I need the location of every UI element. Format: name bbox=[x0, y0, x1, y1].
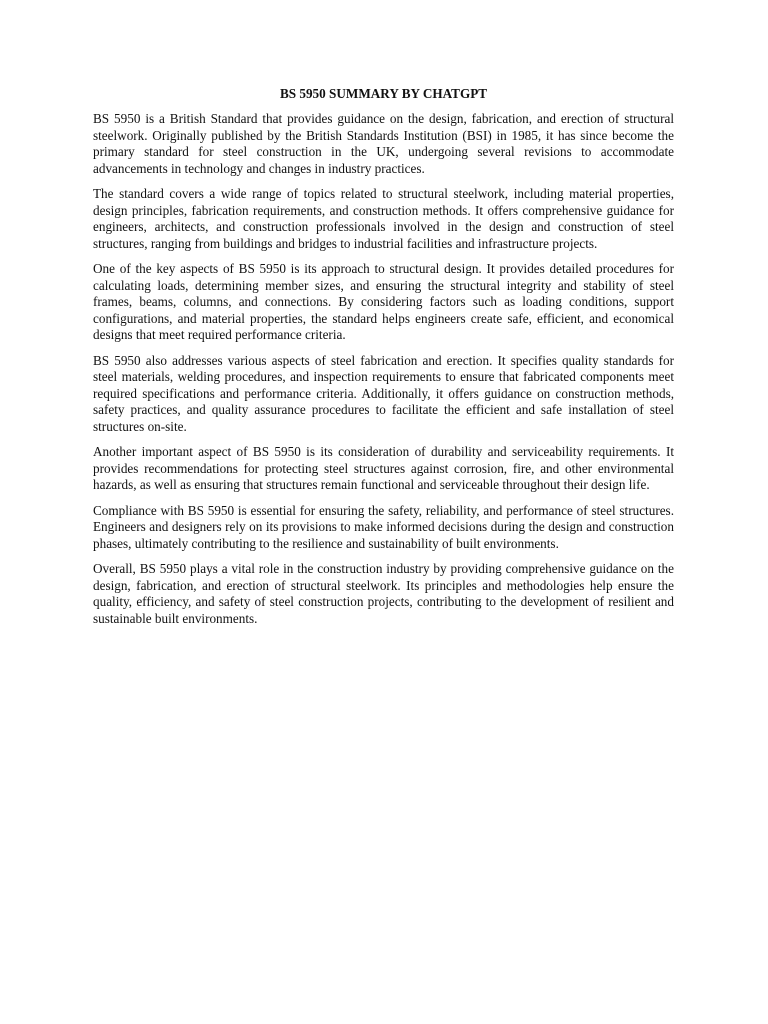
paragraph-fabrication-erection: BS 5950 also addresses various aspects of steel fabrication and erection. It specifies quality standards for steel materials, welding procedures, and inspection requirements to ensure that fabricated components meet required specifications and performance criteria. Additionally, it offers guidance on construction methods, safety practices, and quality assurance procedures to facilitate the efficient and safe installation of steel structures on-site. bbox=[93, 352, 674, 434]
paragraph-compliance: Compliance with BS 5950 is essential for ensuring the safety, reliability, and performance of steel structures. Engineers and designers rely on its provisions to make informed decisions during the design and construction phases, ultimately contributing to the resilience and sustainability of built environments. bbox=[93, 502, 674, 551]
paragraph-scope: The standard covers a wide range of topics related to structural steelwork, including material properties, design principles, fabrication requirements, and construction methods. It offers comprehensive guidance for engineers, architects, and construction professionals involved in the design and construction of steel structures, ranging from buildings and bridges to industrial facilities and infrastructure projects. bbox=[93, 186, 674, 251]
paragraph-introduction: BS 5950 is a British Standard that provides guidance on the design, fabrication, and erection of structural steelwork. Originally published by the British Standards Institution (BSI) in 1985, it has since become the primary standard for steel construction in the UK, undergoing several revisions to accommodate advancements in technology and changes in industry practices. bbox=[93, 111, 674, 176]
paragraph-structural-design: One of the key aspects of BS 5950 is its approach to structural design. It provides detailed procedures for calculating loads, determining member sizes, and ensuring the structural integrity and stability of steel frames, beams, columns, and connections. By considering factors such as loading conditions, support configurations, and material properties, the standard helps engineers create safe, efficient, and economical designs that meet required performance criteria. bbox=[93, 261, 674, 342]
paragraph-conclusion: Overall, BS 5950 plays a vital role in the construction industry by providing comprehensive guidance on the design, fabrication, and erection of structural steelwork. Its principles and methodologies help ensure the quality, efficiency, and safety of steel construction projects, contributing to the development of resilient and sustainable built environments. bbox=[93, 561, 674, 626]
document-title: BS 5950 SUMMARY BY CHATGPT bbox=[279, 86, 488, 101]
paragraph-durability: Another important aspect of BS 5950 is its consideration of durability and serviceability requirements. It provides recommendations for protecting steel structures against corrosion, fire, and other environmental hazards, as well as ensuring that structures remain functional and serviceable throughout their design life. bbox=[93, 444, 674, 492]
document-body bbox=[93, 86, 674, 636]
